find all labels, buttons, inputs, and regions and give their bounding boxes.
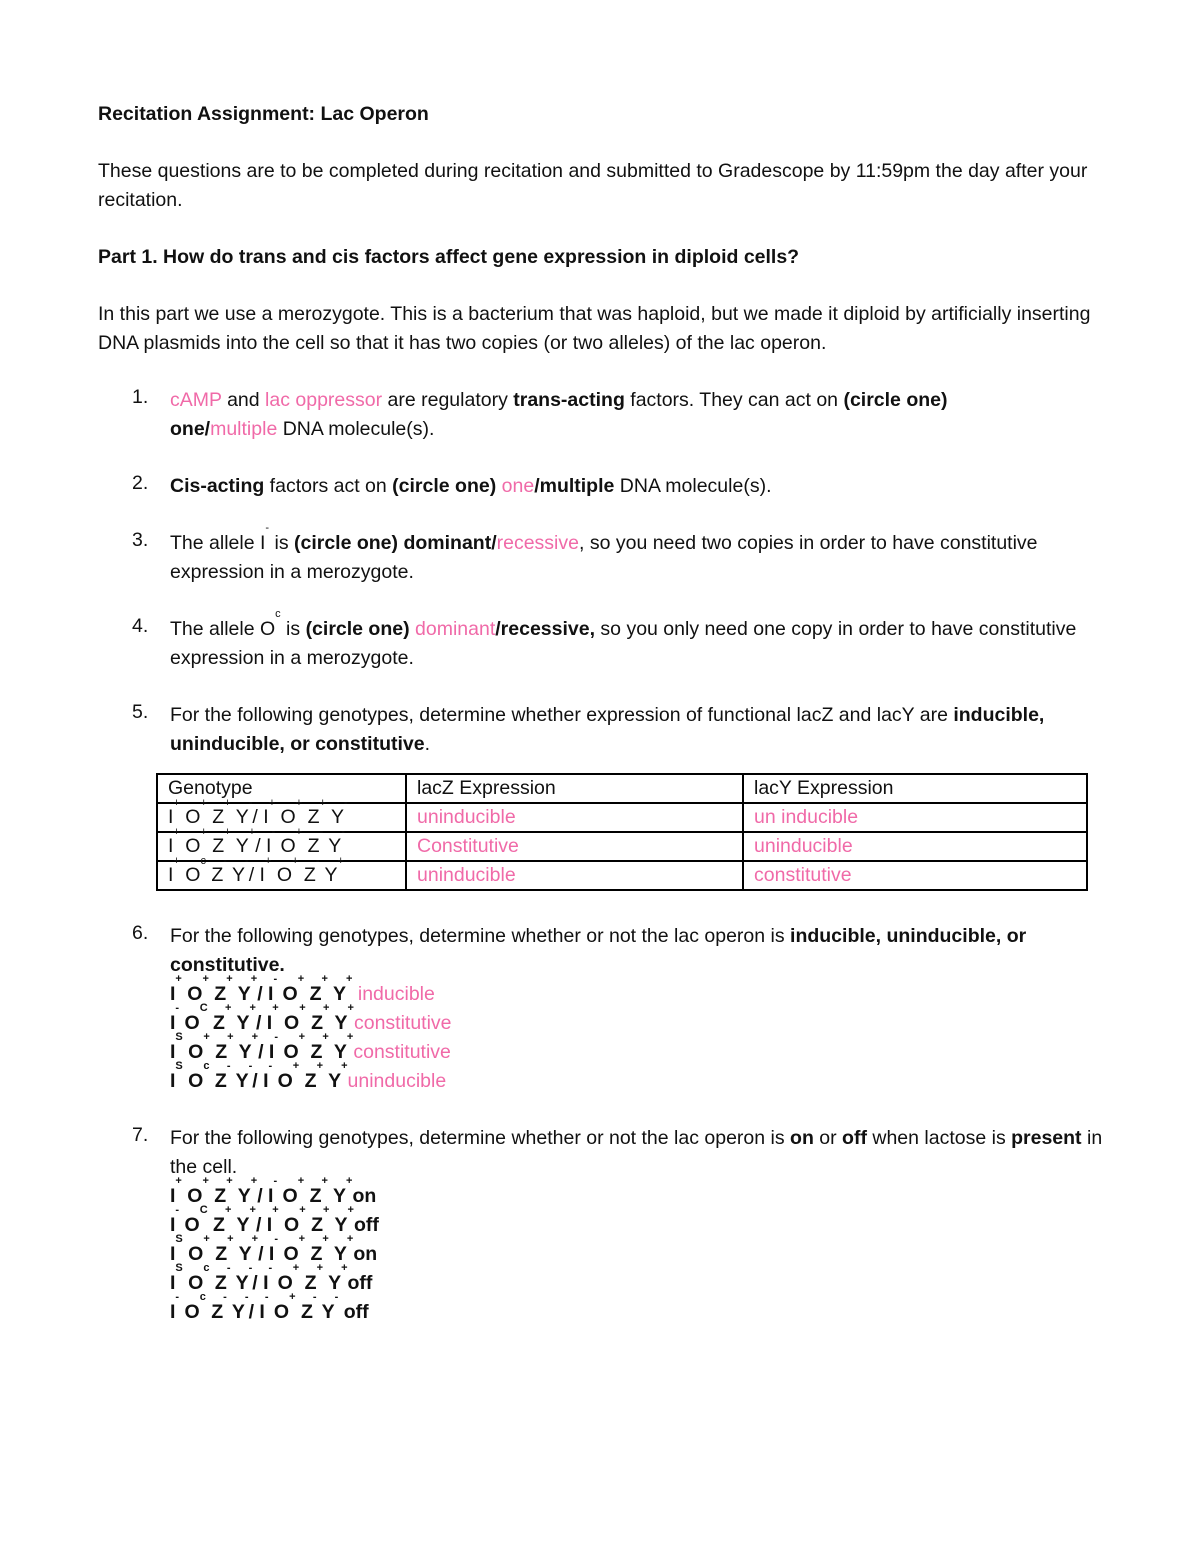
genotype-line: $I^S$ O+ Z+ Y+/ I- O+ Z+ Y+constitutive <box>170 1031 451 1063</box>
bold-text: dominant/ <box>403 532 497 554</box>
question-number: 6. <box>132 922 149 944</box>
lacy-cell: constitutive <box>743 861 1087 890</box>
genotype-cell: I+ O+ Z+ Y+/ I- O+ Z- Y- <box>157 832 406 861</box>
bold-text: (circle one) <box>293 532 399 554</box>
genotype-line: I+ O+ Z+ Y+/ I- O+ Z+ Y+ inducible <box>170 973 435 1005</box>
answer: constitutive <box>353 1041 451 1063</box>
text: is <box>269 532 294 554</box>
bold-text: /multiple <box>534 475 615 497</box>
bold-text: inducible, uninducible, or constitutive. <box>170 925 1027 976</box>
lacy-cell: un inducible <box>743 803 1087 832</box>
genotype-line: $I^S$ $O^c$ Z- Y-/ I- O+ Z+ Y+uninducible <box>170 1060 447 1092</box>
genotype-line: $I^S$ $O^c$ Z- Y-/ I- O+ Z+ Y+off <box>170 1262 373 1294</box>
text: For the following genotypes, determine whether expression of functional lacZ and lacY are <box>170 704 954 726</box>
answer-camp: cAMP <box>170 389 222 411</box>
bold-text: trans-acting <box>513 389 625 411</box>
lacy-cell: uninducible <box>743 832 1087 861</box>
part1-heading: Part 1. How do trans and cis factors affect gene expression in diploid cells? <box>98 246 800 268</box>
text: For the following genotypes, determine whether or not the lac operon is <box>170 925 791 947</box>
question-number: 4. <box>132 615 149 637</box>
bold-text: on <box>790 1127 814 1149</box>
answer: inducible <box>352 983 435 1005</box>
bold-text: (circle one) <box>305 618 410 640</box>
question-4 <box>98 608 1108 673</box>
answer: uninducible <box>347 1070 447 1092</box>
superscript: c <box>275 608 281 620</box>
question-number: 3. <box>132 529 149 551</box>
bold-text: (circle one) <box>392 475 497 497</box>
document-page <box>98 100 1108 1327</box>
text: . <box>424 733 431 755</box>
answer: off <box>347 1272 373 1294</box>
lacz-cell: uninducible <box>406 803 743 832</box>
text: when lactose is <box>866 1127 1012 1149</box>
answer: on <box>353 1243 378 1265</box>
text: DNA molecule(s). <box>277 418 435 440</box>
question-6 <box>98 922 1108 1096</box>
question-2 <box>98 472 1108 501</box>
answer-recessive: recessive <box>496 532 579 554</box>
expression-table <box>156 773 1088 891</box>
table-header: lacY Expression <box>743 774 1087 803</box>
question-number: 7. <box>132 1124 149 1146</box>
text: is <box>280 618 306 640</box>
text: The allele I <box>170 532 266 554</box>
answer-lac-oppressor: lac oppressor <box>265 389 383 411</box>
text: factors act on <box>264 475 393 497</box>
genotype-line: $I^S$ O+ Z+ Y+/ I- O+ Z+ Y+on <box>170 1233 378 1265</box>
genotype-line: I- $O^C$ Z+ Y+/ I+ O+ Z+ Y+constitutive <box>170 1002 452 1034</box>
part1-intro: In this part we use a merozygote. This is a bacterium that was haploid, but we made it diploid by artificially inserting DNA plasmids into the cell so that it has two copies (or two alleles) of the lac operon. <box>98 303 1091 354</box>
question-number: 5. <box>132 701 149 723</box>
answer: constitutive <box>353 1012 452 1034</box>
text: The allele O <box>170 618 276 640</box>
text: are regulatory <box>382 389 514 411</box>
genotype-cell: I+ O+ Z+ Y-/ I+ O+ Z+ Y- <box>157 803 406 832</box>
superscript: - <box>265 522 270 534</box>
lacz-cell: uninducible <box>406 861 743 890</box>
bold-text: off <box>842 1127 867 1149</box>
page-title: Recitation Assignment: Lac Operon <box>98 103 429 125</box>
answer: off <box>343 1301 369 1323</box>
answer-multiple: multiple <box>210 418 278 440</box>
answer-dominant: dominant <box>415 618 496 640</box>
text: and <box>221 389 266 411</box>
text: or <box>813 1127 843 1149</box>
genotype-line: I- $O^C$ Z+ Y+/ I+ O+ Z+ Y+off <box>170 1204 379 1236</box>
question-7 <box>98 1124 1108 1327</box>
question-3 <box>98 522 1108 587</box>
bold-text: present <box>1011 1127 1082 1149</box>
bold-text: one/ <box>170 418 211 440</box>
question-5 <box>98 701 1108 759</box>
table-header: Genotype <box>157 774 406 803</box>
text: factors. They can act on <box>624 389 844 411</box>
bold-text: Cis-acting <box>170 475 265 497</box>
genotype-line: I- $O^c$ Z- Y-/ I- O+ Z- Y- off <box>170 1291 369 1323</box>
bold-text: inducible, uninducible, or constitutive <box>170 704 1045 755</box>
answer: on <box>352 1185 377 1207</box>
answer: off <box>353 1214 379 1236</box>
bold-text: /recessive, <box>495 618 596 640</box>
intro-paragraph: These questions are to be completed during recitation and submitted to Gradescope by 11:59pm the day after your recitation. <box>98 160 1088 211</box>
text: DNA molecule(s). <box>614 475 772 497</box>
text: so you only need one copy in order to have constitutive expression in a merozygote. <box>170 618 1077 669</box>
genotype-cell: I+ $O^c$ Z- Y-/ I+ O+ Z- Y+ <box>157 861 406 890</box>
text: For the following genotypes, determine whether or not the lac operon is <box>170 1127 791 1149</box>
question-number: 1. <box>132 386 149 408</box>
question-1 <box>98 386 1108 444</box>
table-header: lacZ Expression <box>406 774 743 803</box>
table-row <box>157 861 1087 890</box>
genotype-line: I+ O+ Z+ Y+/ I- O+ Z+ Y+on <box>170 1175 377 1207</box>
answer-one: one <box>501 475 535 497</box>
text: in the cell. <box>170 1127 1103 1178</box>
bold-text: (circle one) <box>843 389 948 411</box>
lacz-cell: Constitutive <box>406 832 743 861</box>
text: , so you need two copies in order to have constitutive expression in a merozygote. <box>170 532 1038 583</box>
question-number: 2. <box>132 472 149 494</box>
